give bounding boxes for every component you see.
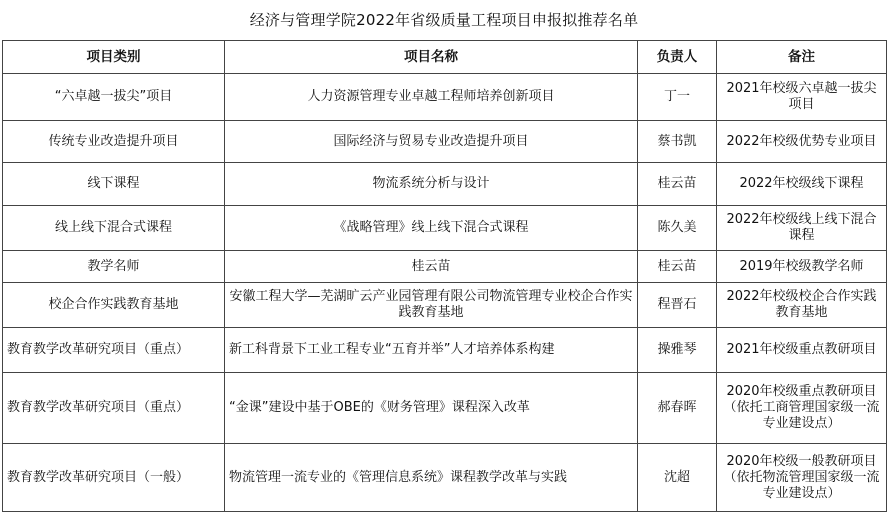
cell-name: 新工科背景下工业工程专业“五育并举”人才培养体系构建 [225,328,638,373]
cell-name: 《战略管理》线上线下混合式课程 [225,206,638,251]
table-row [3,444,887,512]
cell-category: 校企合作实践教育基地 [3,283,225,328]
cell-name: 人力资源管理专业卓越工程师培养创新项目 [225,74,638,121]
cell-note: 2022年校级线上线下混合课程 [717,206,887,251]
recommendation-table [2,40,887,512]
cell-leader: 沈超 [638,444,717,512]
cell-leader: 桂云苗 [638,251,717,283]
cell-note: 2021年校级重点教研项目 [717,328,887,373]
table-row [3,328,887,373]
cell-leader: 程晋石 [638,283,717,328]
cell-note: 2021年校级六卓越一拔尖项目 [717,74,887,121]
cell-note: 2020年校级重点教研项目（依托工商管理国家级一流专业建设点） [717,373,887,444]
cell-category: 教育教学改革研究项目（一般） [3,444,225,512]
document-title: 经济与管理学院2022年省级质量工程项目申报拟推荐名单 [249,11,639,29]
cell-leader: 桂云苗 [638,163,717,206]
table-row [3,74,887,121]
table-row [3,251,887,283]
cell-leader: 操雅琴 [638,328,717,373]
cell-name: “金课”建设中基于OBE的《财务管理》课程深入改革 [225,373,638,444]
cell-note: 2022年校级线下课程 [717,163,887,206]
table-row [3,373,887,444]
header-name: 项目名称 [225,41,638,74]
cell-category: “六卓越一拔尖”项目 [3,74,225,121]
cell-leader: 陈久美 [638,206,717,251]
cell-leader: 郝春晖 [638,373,717,444]
cell-name: 物流管理一流专业的《管理信息系统》课程教学改革与实践 [225,444,638,512]
cell-note: 2022年校级优势专业项目 [717,121,887,163]
cell-category: 教育教学改革研究项目（重点） [3,373,225,444]
cell-category: 线下课程 [3,163,225,206]
cell-name: 物流系统分析与设计 [225,163,638,206]
table-row [3,206,887,251]
cell-note: 2022年校级校企合作实践教育基地 [717,283,887,328]
cell-category: 线上线下混合式课程 [3,206,225,251]
header-note: 备注 [717,41,887,74]
header-leader: 负责人 [638,41,717,74]
cell-category: 教育教学改革研究项目（重点） [3,328,225,373]
cell-name: 国际经济与贸易专业改造提升项目 [225,121,638,163]
cell-name: 安徽工程大学—芜湖旷云产业园管理有限公司物流管理专业校企合作实践教育基地 [225,283,638,328]
table-row [3,121,887,163]
header-category: 项目类别 [3,41,225,74]
table-header-row [3,41,887,74]
cell-note: 2020年校级一般教研项目（依托物流管理国家级一流专业建设点） [717,444,887,512]
cell-leader: 丁一 [638,74,717,121]
cell-name: 桂云苗 [225,251,638,283]
cell-leader: 蔡书凯 [638,121,717,163]
table-row [3,283,887,328]
cell-note: 2019年校级教学名师 [717,251,887,283]
table-row [3,163,887,206]
cell-category: 传统专业改造提升项目 [3,121,225,163]
cell-category: 教学名师 [3,251,225,283]
